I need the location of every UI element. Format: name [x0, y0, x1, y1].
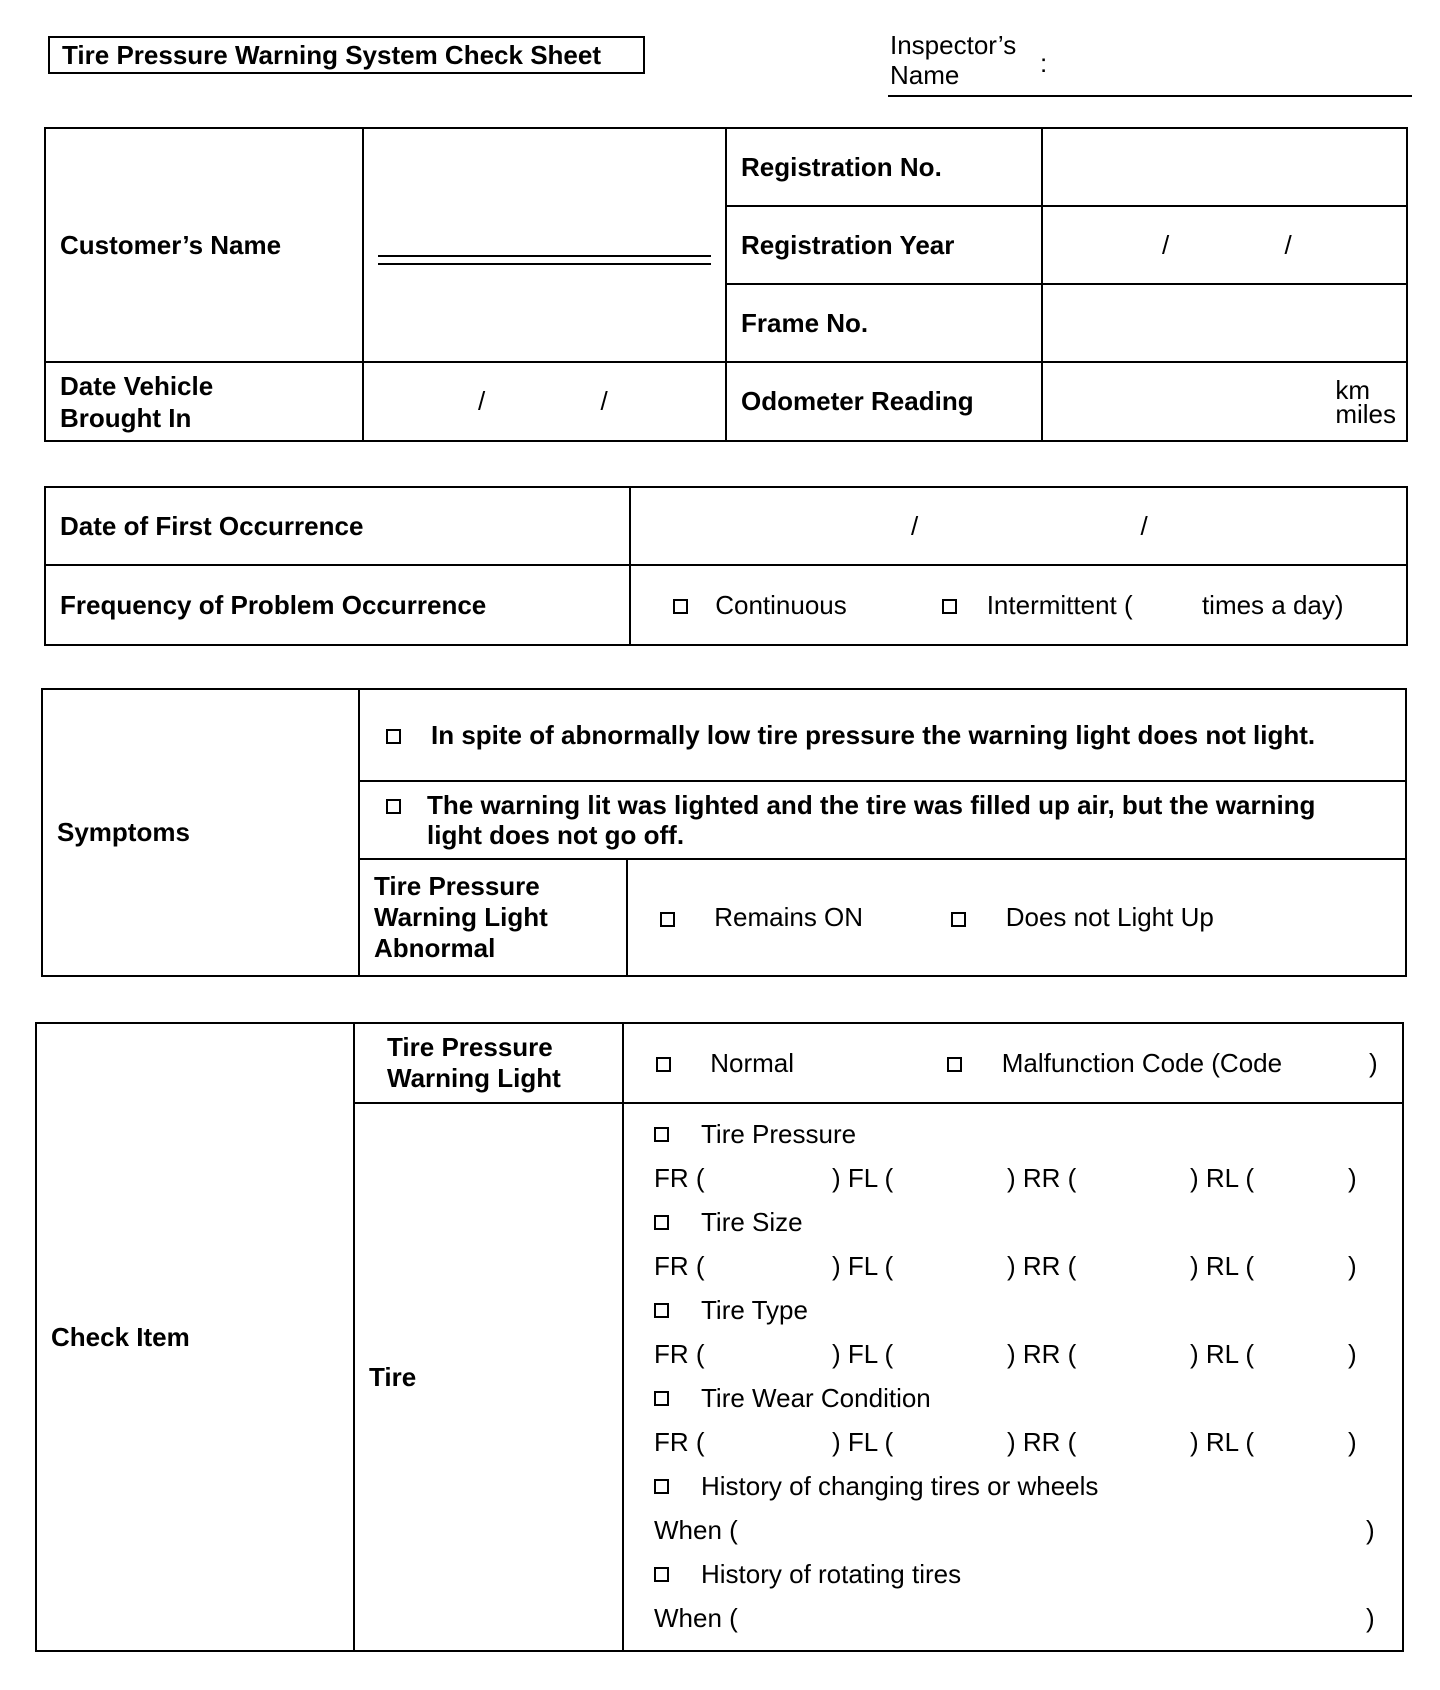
pos-close: ): [1348, 1426, 1357, 1457]
continuous-label: Continuous: [715, 589, 847, 620]
frequency-field: [630, 565, 1407, 645]
odometer-label: Odometer Reading: [726, 362, 1042, 441]
tire-checks: [623, 1103, 1403, 1651]
warning-light-abnormal-label: [359, 859, 627, 976]
pos-rl: ) RL (: [1190, 1162, 1255, 1193]
date-slash: /: [1162, 229, 1170, 260]
does-not-light-label: Does not Light Up: [1005, 902, 1214, 932]
tire-check-item: [654, 1552, 1388, 1596]
tire-position-row: [654, 1332, 1388, 1376]
inspector-name-field[interactable]: [888, 95, 1412, 97]
check-item-label: Check Item: [36, 1023, 354, 1651]
vehicle-info-table: [44, 127, 1408, 442]
history-changing-checkbox[interactable]: [654, 1479, 669, 1494]
intermittent-checkbox[interactable]: [942, 599, 957, 614]
symptom-1-checkbox[interactable]: [386, 729, 401, 744]
when-close: ): [1366, 1514, 1375, 1545]
malfunction-close-paren: ): [1368, 1047, 1378, 1078]
date-slash: /: [600, 386, 608, 416]
tire-check-label: Tire Pressure: [701, 1118, 857, 1149]
customer-name-label: Customer’s Name: [45, 128, 363, 362]
pos-rl: ) RL (: [1190, 1426, 1255, 1457]
check-warning-light-options: [623, 1023, 1403, 1103]
pos-rr: ) RR (: [1007, 1162, 1077, 1193]
symptom-2-text: The warning lit was lighted and the tire was filled up air, but the warning light does not go off.: [427, 790, 1316, 850]
when-label: When (: [654, 1602, 738, 1633]
warning-light-label-line3: Abnormal: [374, 933, 496, 963]
pos-fr: FR (: [654, 1250, 705, 1281]
tire-position-row: [654, 1420, 1388, 1464]
page-title: Tire Pressure Warning System Check Sheet: [48, 36, 645, 74]
tire-check-item: [654, 1376, 1388, 1420]
normal-label: Normal: [710, 1047, 795, 1078]
date-brought-in-field[interactable]: [363, 362, 726, 441]
tire-check-label: Tire Type: [701, 1294, 808, 1325]
intermittent-label: Intermittent (: [986, 589, 1133, 620]
tire-check-item: [654, 1112, 1388, 1156]
pos-fr: FR (: [654, 1338, 705, 1369]
occurrence-table: [44, 486, 1408, 646]
first-occurrence-field[interactable]: [630, 487, 1407, 565]
pos-rr: ) RR (: [1007, 1426, 1077, 1457]
registration-year-field[interactable]: [1042, 206, 1407, 284]
registration-no-label: Registration No.: [726, 128, 1042, 206]
first-occurrence-label: Date of First Occurrence: [45, 487, 630, 565]
frame-no-field[interactable]: [1042, 284, 1407, 362]
malfunction-checkbox[interactable]: [947, 1057, 962, 1072]
check-item-table: [35, 1022, 1404, 1652]
when-close: ): [1366, 1602, 1375, 1633]
tire-position-row: [654, 1156, 1388, 1200]
warning-light-label-line1: Tire Pressure: [374, 871, 540, 901]
pos-rr: ) RR (: [1007, 1338, 1077, 1369]
check-light-label-line1: Tire Pressure: [387, 1032, 553, 1062]
frame-no-label: Frame No.: [726, 284, 1042, 362]
inspector-colon: :: [1040, 48, 1048, 78]
date-slash: /: [1140, 510, 1148, 541]
pos-fr: FR (: [654, 1162, 705, 1193]
tire-type-checkbox[interactable]: [654, 1303, 669, 1318]
customer-name-field[interactable]: [363, 128, 726, 362]
pos-rl: ) RL (: [1190, 1250, 1255, 1281]
symptom-1-text: In spite of abnormally low tire pressure the warning light does not light.: [431, 720, 1316, 750]
pos-close: ): [1348, 1338, 1357, 1369]
tire-check-item: [654, 1464, 1388, 1508]
symptom-2-checkbox[interactable]: [386, 799, 401, 814]
symptom-row-1: [359, 689, 1406, 781]
check-warning-light-label: [354, 1023, 623, 1103]
check-light-label-line2: Warning Light: [387, 1063, 561, 1093]
tire-check-label: Tire Wear Condition: [701, 1382, 931, 1413]
pos-fr: FR (: [654, 1426, 705, 1457]
inspector-name-label: [890, 30, 1016, 90]
history-rotating-checkbox[interactable]: [654, 1567, 669, 1582]
does-not-light-checkbox[interactable]: [951, 912, 966, 927]
history-rotating-label: History of rotating tires: [701, 1558, 962, 1589]
odometer-unit-km: km: [1335, 374, 1370, 405]
tire-check-item: [654, 1200, 1388, 1244]
times-a-day-label: times a day): [1201, 589, 1344, 620]
remains-on-checkbox[interactable]: [660, 912, 675, 927]
warning-light-label-line2: Warning Light: [374, 902, 548, 932]
registration-no-field[interactable]: [1042, 128, 1407, 206]
malfunction-label: Malfunction Code (Code: [1001, 1047, 1283, 1078]
frequency-label: Frequency of Problem Occurrence: [45, 565, 630, 645]
pos-close: ): [1348, 1162, 1357, 1193]
when-label: When (: [654, 1514, 738, 1545]
tire-size-checkbox[interactable]: [654, 1215, 669, 1230]
symptoms-label: Symptoms: [42, 689, 359, 976]
odometer-field[interactable]: [1042, 362, 1407, 441]
tire-check-item: [654, 1288, 1388, 1332]
warning-light-options: [627, 859, 1406, 976]
odometer-unit-miles: miles: [1335, 398, 1396, 429]
pos-fl: ) FL (: [832, 1426, 894, 1457]
remains-on-label: Remains ON: [714, 902, 864, 932]
date-brought-in-label: [45, 362, 363, 441]
tire-label: Tire: [354, 1103, 623, 1651]
normal-checkbox[interactable]: [656, 1057, 671, 1072]
pos-rl: ) RL (: [1190, 1338, 1255, 1369]
symptoms-table: [41, 688, 1407, 977]
date-brought-label-line1: Date Vehicle: [60, 370, 214, 401]
pos-fl: ) FL (: [832, 1250, 894, 1281]
date-brought-label-line2: Brought In: [60, 402, 192, 433]
date-slash: /: [478, 386, 486, 416]
symptom-row-2: [359, 781, 1406, 859]
tire-wear-checkbox[interactable]: [654, 1391, 669, 1406]
tire-check-label: Tire Size: [701, 1206, 803, 1237]
tire-pressure-checkbox[interactable]: [654, 1127, 669, 1142]
when-row: [654, 1508, 1388, 1552]
pos-close: ): [1348, 1250, 1357, 1281]
tire-position-row: [654, 1244, 1388, 1288]
pos-rr: ) RR (: [1007, 1250, 1077, 1281]
date-slash: /: [1284, 229, 1292, 260]
when-row: [654, 1596, 1388, 1640]
history-changing-label: History of changing tires or wheels: [701, 1470, 1099, 1501]
continuous-checkbox[interactable]: [673, 599, 688, 614]
registration-year-label: Registration Year: [726, 206, 1042, 284]
pos-fl: ) FL (: [832, 1162, 894, 1193]
date-slash: /: [911, 510, 919, 541]
pos-fl: ) FL (: [832, 1338, 894, 1369]
inspector-label-line2: Name: [890, 60, 960, 90]
inspector-label-line1: Inspector’s: [890, 30, 1017, 60]
